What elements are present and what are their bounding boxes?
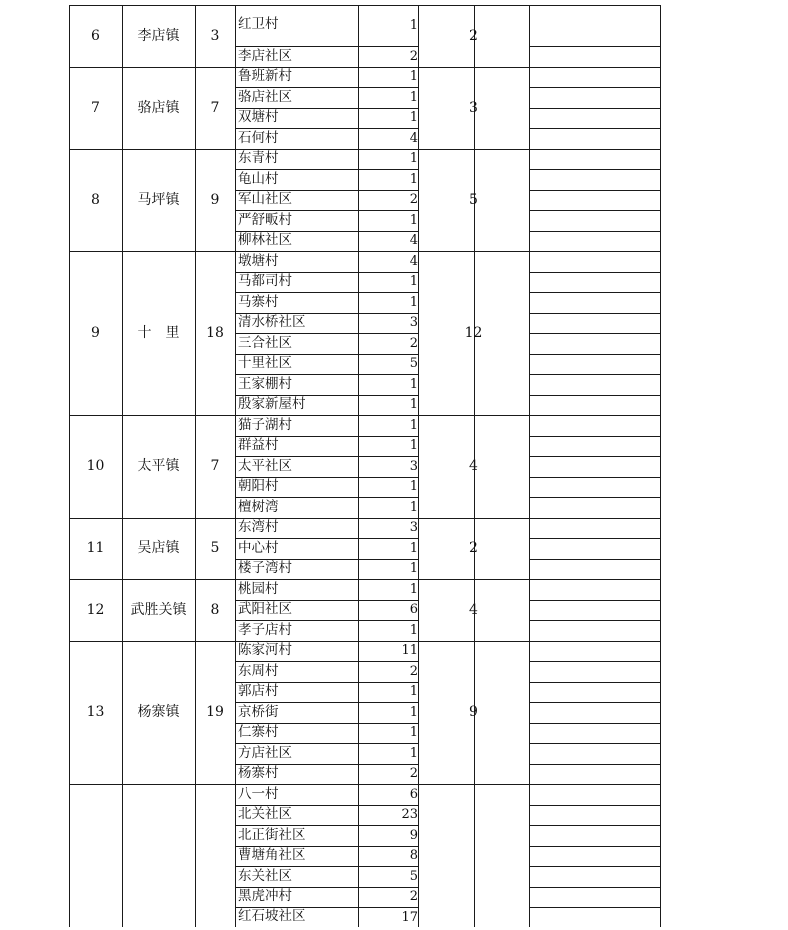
town-name: 骆店镇 [137,99,180,116]
serial-number: 12 [86,601,105,618]
town-extra-count: 5 [469,191,478,208]
town-count [195,784,235,927]
town-extra-count: 2 [469,27,478,44]
village-count: 1 [409,561,418,577]
village-count: 1 [409,479,418,495]
village-name: 檀树湾 [238,498,279,515]
village-name: 双塘村 [238,109,279,125]
village-count: 1 [409,438,418,454]
village-count: 1 [409,212,418,228]
row-rule [529,374,661,375]
row-rule [529,559,661,560]
village-count: 23 [401,807,418,823]
village-count: 2 [409,192,418,208]
serial-number: 8 [91,191,100,208]
village-count: 1 [409,171,418,187]
town-count: 7 [210,458,220,475]
village-name: 骆店社区 [238,88,292,105]
village-name: 方店社区 [238,744,292,761]
village-count: 1 [409,110,418,126]
row-rule [529,682,661,683]
village-name: 八一村 [238,785,279,802]
village-count: 1 [409,684,418,700]
row-rule [529,149,661,150]
row-rule [529,743,661,744]
row-rule [529,866,661,867]
row-rule [529,169,661,170]
village-count: 1 [409,89,418,105]
row-rule [529,579,661,580]
village-count: 4 [409,130,418,146]
town-count: 18 [206,325,224,341]
village-name: 三合社区 [238,334,292,351]
town-extra-count: 2 [469,540,478,557]
village-name: 马都司村 [238,273,292,289]
village-count: 1 [409,274,418,290]
town-count: 19 [206,704,224,721]
row-rule [529,251,661,252]
village-name: 东青村 [238,150,279,166]
row-rule [529,108,661,109]
row-rule [529,620,661,621]
village-name: 殷家新屋村 [238,396,306,412]
serial-number [69,784,122,927]
village-count: 4 [409,233,418,249]
row-rule [529,661,661,662]
village-count: 17 [401,909,418,925]
village-count: 1 [409,151,418,167]
town-extra-count: 12 [464,325,483,341]
village-count: 4 [409,253,418,269]
row-rule [529,538,661,539]
village-name: 东关社区 [238,867,292,884]
row-rule [529,436,661,437]
town-name [122,784,195,927]
village-name: 红卫村 [238,16,279,33]
village-name: 中心村 [238,539,279,556]
town-count: 3 [210,27,220,44]
village-name: 石何村 [238,129,279,146]
village-count: 3 [409,315,418,331]
row-rule [529,784,661,785]
row-rule [529,231,661,232]
village-name: 军山社区 [238,191,292,207]
row-rule [529,518,661,519]
village-name: 陈家河村 [238,642,292,658]
village-count: 1 [409,581,418,597]
village-count: 1 [409,704,418,720]
column-rule [660,5,661,927]
village-name: 猫子湖村 [238,416,292,433]
village-name: 墩塘村 [238,252,279,269]
town-name: 马坪镇 [137,191,180,208]
village-name: 严舒畈村 [238,211,292,228]
row-rule [529,272,661,273]
village-name: 武阳社区 [238,601,292,617]
village-name: 朝阳村 [238,478,279,494]
town-extra-count: 4 [469,601,478,618]
row-rule [529,846,661,847]
village-count: 6 [409,786,418,802]
town-extra-count: 3 [469,99,478,116]
row-rule [529,87,661,88]
town-name: 吴店镇 [137,540,180,557]
serial-number: 6 [91,27,100,44]
village-name: 郭店村 [238,683,279,699]
village-count: 2 [409,663,418,679]
town-extra-count [418,784,529,927]
village-name: 群益村 [238,437,279,453]
serial-number: 11 [86,540,105,557]
village-name: 孝子店村 [238,621,292,638]
row-rule [529,313,661,314]
row-rule [529,477,661,478]
column-rule [529,5,530,927]
village-count: 1 [409,417,418,433]
row-rule [529,723,661,724]
row-rule [529,497,661,498]
village-name: 杨寨村 [238,765,279,781]
row-rule [529,210,661,211]
village-name: 鲁班新村 [238,68,292,84]
row-rule [529,67,661,68]
village-name: 太平社区 [238,457,292,474]
row-rule [529,887,661,888]
village-name: 黑虎冲村 [238,888,292,904]
row-rule [529,190,661,191]
town-extra-count: 9 [469,704,478,721]
village-name: 李店社区 [238,47,292,64]
village-count: 2 [409,335,418,351]
village-count: 11 [401,643,418,659]
row-rule [529,456,661,457]
village-count: 5 [409,356,418,372]
village-name: 仁寨村 [238,724,279,740]
serial-number: 10 [86,458,105,475]
village-count: 1 [409,397,418,413]
row-rule [529,395,661,396]
village-name: 京桥街 [238,703,279,720]
village-name: 红石坡社区 [238,908,306,925]
town-name: 李店镇 [137,27,180,44]
village-name: 楼子湾村 [238,560,292,576]
village-count: 2 [409,48,418,64]
village-name: 十里社区 [238,355,292,371]
row-rule [529,600,661,601]
row-rule [529,702,661,703]
village-name: 东周村 [238,662,279,679]
town-name: 武胜关镇 [130,601,187,618]
row-rule [529,333,661,334]
serial-number: 13 [86,704,105,721]
row-rule [529,907,661,908]
village-count: 1 [409,725,418,741]
village-count: 2 [409,766,418,782]
town-extra-count: 4 [469,458,478,475]
town-name: 杨寨镇 [137,704,180,721]
town-count: 7 [210,99,220,116]
village-name: 马寨村 [238,293,279,310]
village-name: 龟山村 [238,170,279,187]
village-count: 8 [409,848,418,864]
town-count: 5 [210,540,220,557]
village-name: 王家棚村 [238,375,292,392]
row-rule [529,46,661,47]
village-count: 5 [409,868,418,884]
village-count: 2 [409,889,418,905]
village-count: 1 [409,745,418,761]
village-count: 9 [409,827,418,843]
village-count: 1 [409,622,418,638]
town-count: 8 [210,601,220,618]
village-name: 清水桥社区 [238,314,306,330]
village-count: 1 [409,294,418,310]
village-count: 3 [409,520,418,536]
village-count: 1 [409,17,418,33]
town-name: 太平镇 [137,458,180,475]
village-name: 北关社区 [238,806,292,822]
village-count: 6 [409,602,418,618]
row-rule [529,825,661,826]
serial-number: 9 [91,325,100,341]
row-rule [529,128,661,129]
village-count: 3 [409,458,418,474]
village-name: 北正街社区 [238,826,306,843]
town-name: 十 里 [137,325,180,341]
row-rule [529,415,661,416]
serial-number: 7 [91,99,100,116]
row-rule [529,641,661,642]
row-rule [529,292,661,293]
village-count: 1 [409,499,418,515]
village-count: 1 [409,69,418,85]
village-name: 曹塘角社区 [238,847,306,863]
town-count: 9 [210,191,220,208]
village-name: 柳林社区 [238,232,292,248]
village-count: 1 [409,540,418,556]
village-name: 东湾村 [238,519,279,535]
row-rule [529,764,661,765]
row-rule [529,354,661,355]
row-rule [529,805,661,806]
village-count: 1 [409,376,418,392]
village-name: 桃园村 [238,580,279,597]
